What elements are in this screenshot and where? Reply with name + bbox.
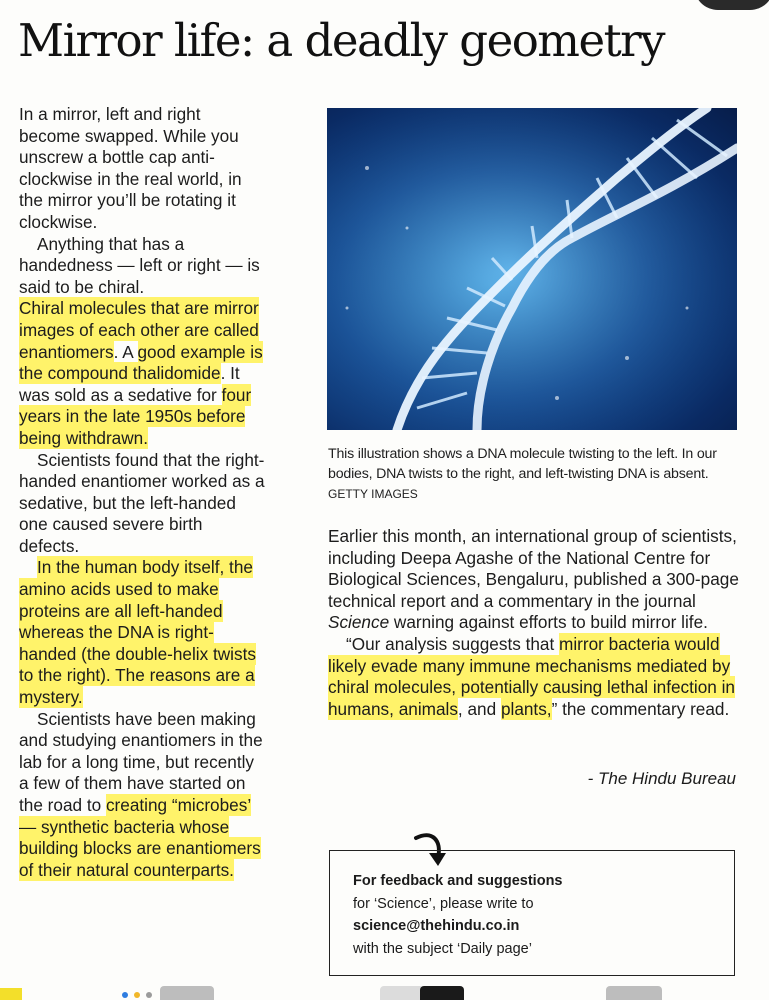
highlight: Chiral molecules that are mirror images of each other are called enantiomers (19, 298, 259, 362)
feedback-line: for ‘Science’, please write to (353, 895, 534, 912)
highlight: mirror bacteria would likely evade many immune mechanisms mediated by chiral molecules, potentially causing lethal infection in humans, animals (328, 633, 735, 719)
quote-paragraph: “Our analysis suggests that mirror bacteria would likely evade many immune mechanisms mediated by chiral molecules, potentially causing lethal infection in humans, animals, and plants,” the commentary read. (328, 633, 735, 719)
highlight: plants, (500, 698, 552, 719)
feedback-box (329, 850, 735, 976)
paragraph: Chiral molecules that are mirror images of each other are called enantiomers. A good example is the compound thalidomide. It was sold as a sedative for four years in the late 1950s before being withdrawn. (19, 298, 263, 448)
paragraph: In a mirror, left and right become swapped. While you unscrew a bottle cap anti-clockwise in the real world, in the mirror you’ll be rotating it clockwise. (19, 104, 242, 232)
headline: Mirror life: a deadly geometry (18, 14, 665, 67)
dna-photo (327, 108, 737, 430)
page-strip (0, 986, 769, 1000)
feedback-line: with the subject ‘Daily page’ (353, 940, 532, 957)
journal-name: Science (328, 612, 390, 633)
feedback-email[interactable]: science@thehindu.co.in (353, 918, 520, 934)
left-column (19, 104, 265, 881)
highlight: In the human body itself, the amino acids used to make proteins are all left-handed whereas the DNA is right-handed (the double-helix twists to the right). The reasons are a mystery. (19, 557, 256, 708)
corner-menu-button[interactable] (694, 0, 769, 10)
highlight: four years in the late 1950s before being withdrawn. (19, 384, 252, 448)
paragraph (19, 557, 265, 708)
paragraph: Scientists found that the right-handed enantiomer worked as a sedative, but the left-handed one caused severe birth defects. (19, 449, 265, 556)
highlight: creating “microbes’ — synthetic bacteria whose building blocks are enantiomers of their natural counterparts. (19, 795, 261, 880)
dna-helix-icon (327, 108, 737, 430)
feedback-title: For feedback and suggestions (353, 873, 563, 889)
paragraph: Scientists have been making and studying enantiomers in the lab for a long time, but recently a few of them have started on the road to creating “microbes’ — synthetic bacteria whose building blocks are enantiomers of their natural counterparts. (19, 708, 263, 880)
byline: - The Hindu Bureau (587, 769, 736, 788)
paragraph: Anything that has a handedness — left or right — is said to be chiral. (19, 233, 260, 297)
right-column (328, 526, 740, 720)
highlight: good example is the compound thalidomide (19, 341, 263, 384)
photo-credit: GETTY IMAGES (328, 487, 418, 501)
photo-caption: This illustration shows a DNA molecule twisting to the left. In our bodies, DNA twists to the right, and left-twisting DNA is absent. GETTY IMAGES (328, 446, 717, 501)
paragraph: Earlier this month, an international group of scientists, including Deepa Agashe of the National Centre for Biological Sciences, Bengaluru, published a 300-page technical report and a commentary in the journal Science warning against efforts to build mirror life. (328, 526, 739, 633)
